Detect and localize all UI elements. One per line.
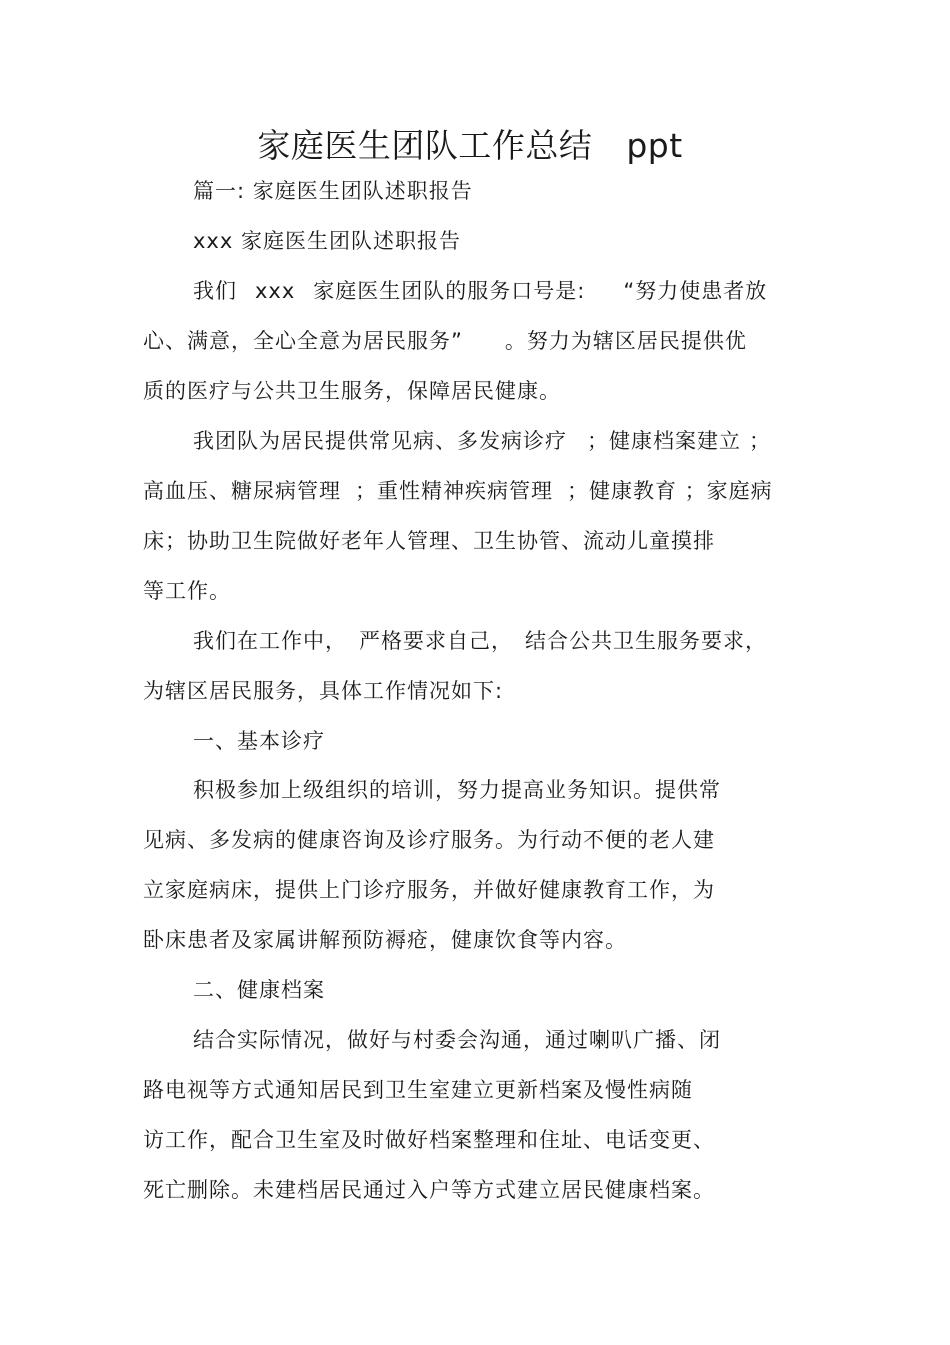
report-subtitle: xxx 家庭医生团队述职报告 [193, 229, 461, 253]
paragraph-line: 积极参加上级组织的培训，努力提高业务知识。提供常 [193, 778, 721, 802]
paragraph-line: 床；协助卫生院做好老年人管理、卫生协管、流动儿童摸排 [143, 529, 715, 553]
section-heading-health-records: 二、健康档案 [193, 978, 325, 1002]
paragraph-line: 为辖区居民服务，具体工作情况如下: [143, 679, 504, 703]
paragraph-line: 路电视等方式通知居民到卫生室建立更新档案及慢性病随 [143, 1078, 693, 1102]
document-title [0, 122, 940, 170]
paragraph-line: 结合实际情况，做好与村委会沟通，通过喇叭广播、闭 [193, 1028, 721, 1052]
section-heading-basic-care: 一、基本诊疗 [193, 729, 325, 753]
title-suffix: ppt [626, 126, 683, 165]
paragraph-line: 我们 xxx 家庭医生团队的服务口号是: “努力使患者放 [193, 279, 768, 303]
paragraph-line: 见病、多发病的健康咨询及诊疗服务。为行动不便的老人建 [143, 828, 715, 852]
paragraph-line: 卧床患者及家属讲解预防褥疮，健康饮食等内容。 [143, 928, 627, 952]
paragraph-line: 立家庭病床，提供上门诊疗服务，并做好健康教育工作，为 [143, 878, 715, 902]
title-main: 家庭医生团队工作总结 [257, 126, 593, 165]
paragraph-line: 访工作，配合卫生室及时做好档案整理和住址、电话变更、 [143, 1128, 715, 1152]
paragraph-line: 高血压、糖尿病管理 ；重性精神疾病管理 ；健康教育 ；家庭病 [143, 479, 773, 503]
paragraph-line: 等工作。 [143, 579, 231, 603]
paragraph-line: 死亡删除。未建档居民通过入户等方式建立居民健康档案。 [143, 1178, 715, 1202]
paragraph-line: 我团队为居民提供常见病、多发病诊疗 ；健康档案建立 ； [193, 429, 771, 453]
paragraph-line: 质的医疗与公共卫生服务，保障居民健康。 [143, 379, 561, 403]
paragraph-line: 心、满意，全心全意为居民服务” 。努力为辖区居民提供优 [143, 329, 747, 353]
paragraph-line: 我们在工作中， 严格要求自己， 结合公共卫生服务要求， [193, 629, 767, 653]
section-heading-1: 篇一: 家庭医生团队述职报告 [193, 179, 473, 203]
